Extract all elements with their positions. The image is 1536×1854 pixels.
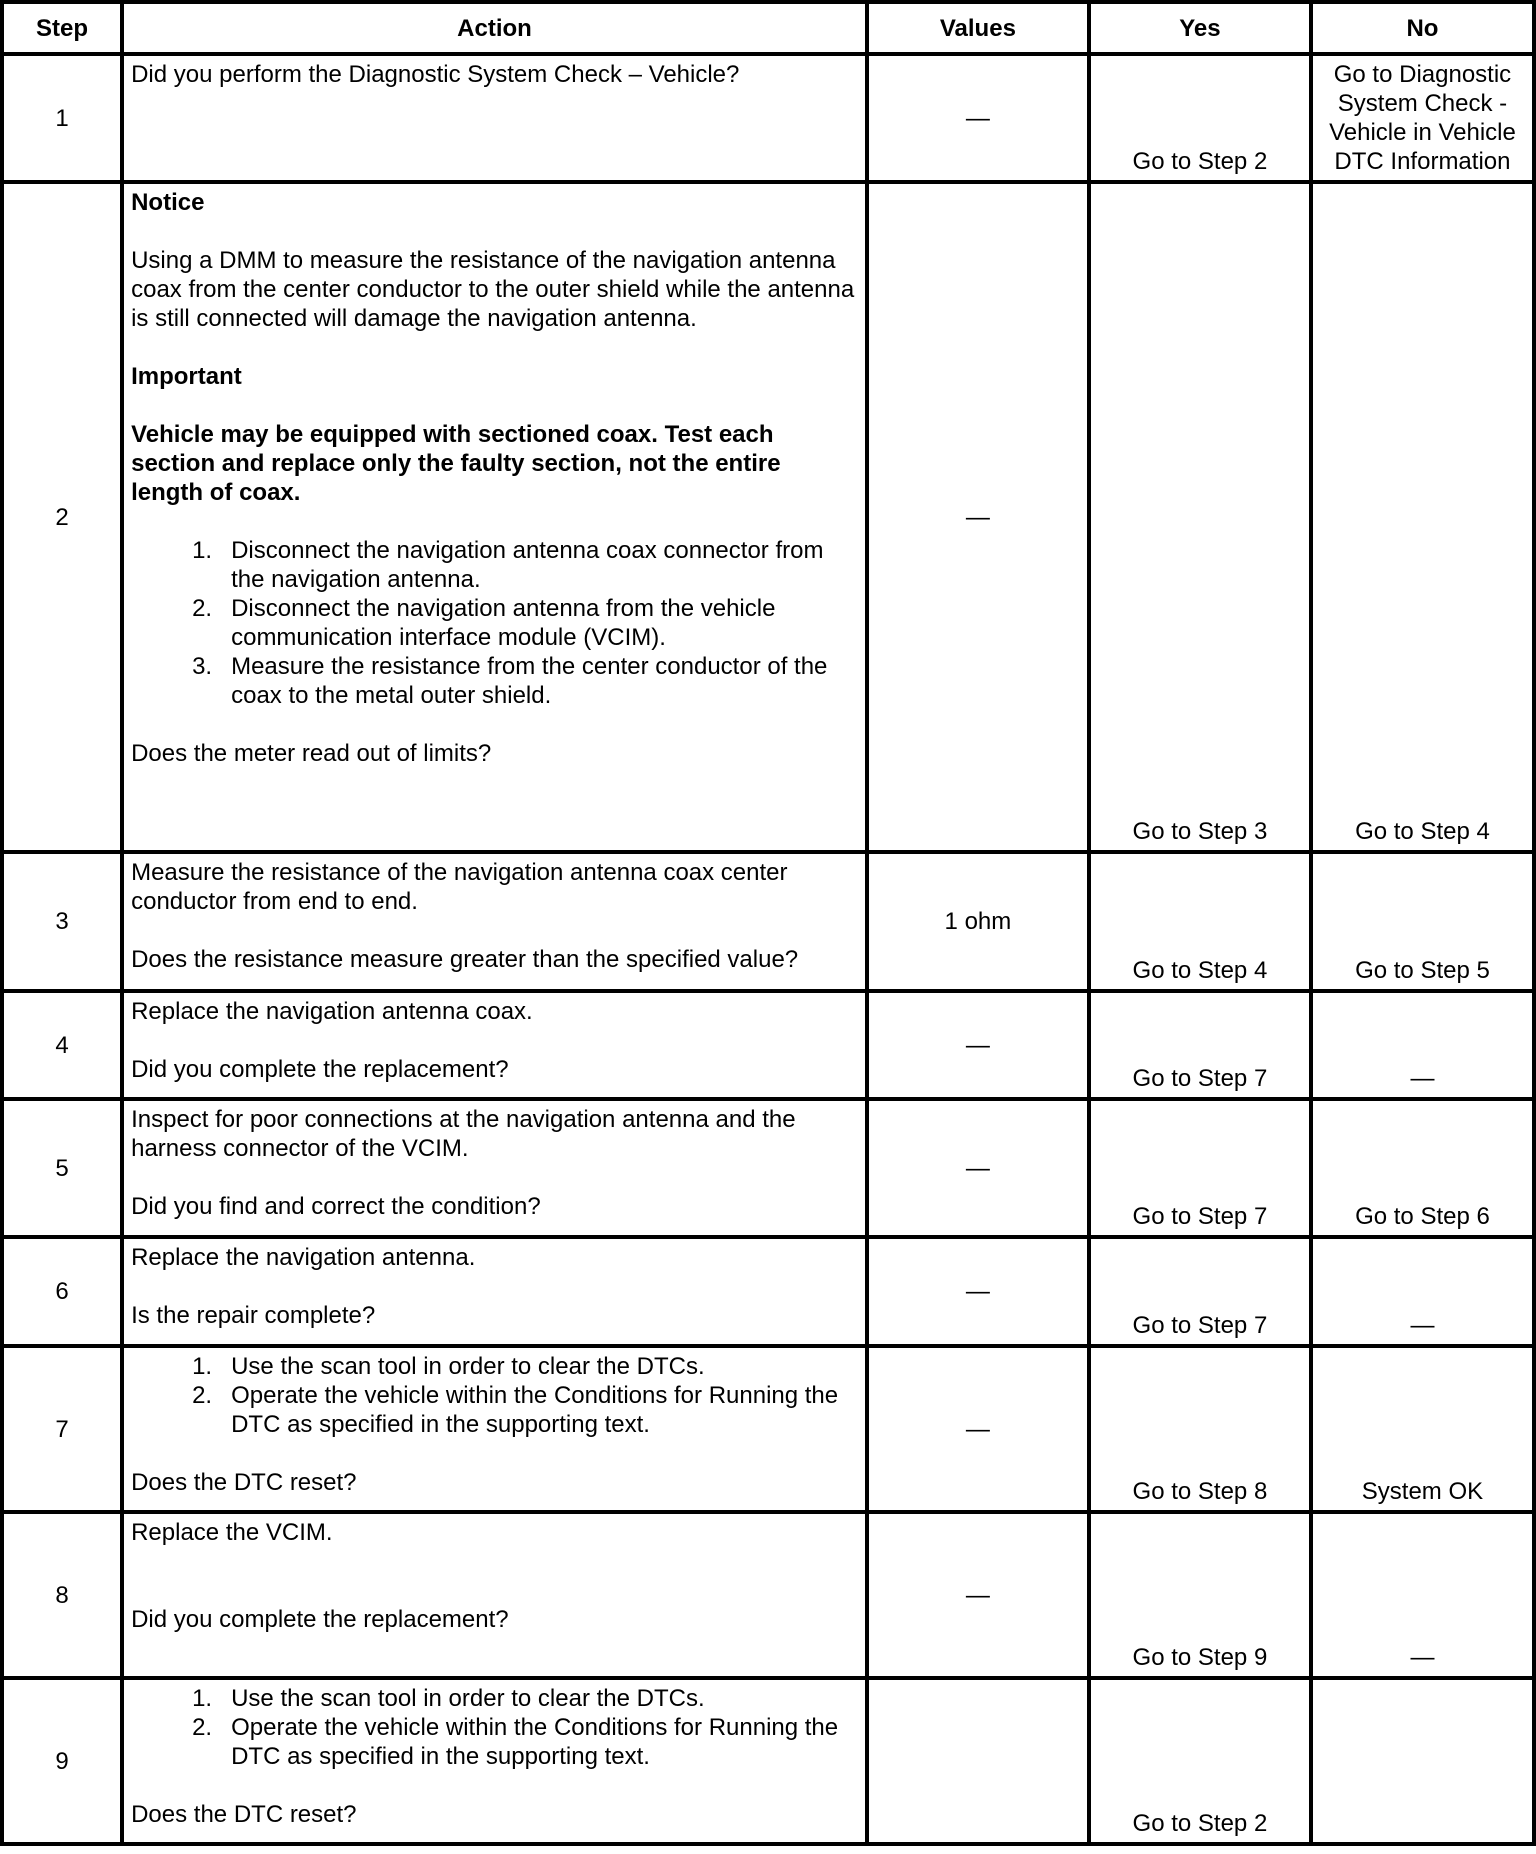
yes-cell: Go to Step 2 [1089, 1678, 1311, 1844]
list-number: 3. [192, 653, 213, 680]
list-number: 1. [192, 1353, 213, 1380]
list-text: Disconnect the navigation antenna from the vehicle communication interface module (VCIM). [231, 595, 776, 651]
action-cell [122, 1678, 867, 1844]
step-number: 9 [2, 1678, 122, 1844]
list-number: 2. [192, 1382, 213, 1409]
yes-cell: Go to Step 9 [1089, 1512, 1311, 1678]
values-cell: 1 ohm [867, 852, 1089, 991]
table-row [2, 1346, 1534, 1512]
action-text: Inspect for poor connections at the navigation antenna and the harness connector of the VCIM. [131, 1106, 796, 1162]
question-text: Did you find and correct the condition? [131, 1193, 541, 1220]
list-item [131, 594, 858, 652]
procedure-list [131, 1352, 858, 1439]
header-no: No [1311, 2, 1534, 54]
notice-heading: Notice [131, 189, 205, 216]
step-number: 7 [2, 1346, 122, 1512]
action-text: Replace the VCIM. [131, 1519, 333, 1546]
action-cell [122, 1099, 867, 1237]
list-item [131, 1713, 858, 1771]
table-row [2, 852, 1534, 991]
action-text: Replace the navigation antenna coax. [131, 998, 533, 1025]
no-cell: — [1311, 1237, 1534, 1346]
action-cell [122, 182, 867, 852]
question-text: Did you complete the replacement? [131, 1606, 509, 1633]
no-cell: Go to Step 6 [1311, 1099, 1534, 1237]
step-number: 3 [2, 852, 122, 991]
values-cell: — [867, 1237, 1089, 1346]
step-number: 1 [2, 54, 122, 182]
list-item [131, 536, 858, 594]
step-number: 8 [2, 1512, 122, 1678]
table-row [2, 182, 1534, 852]
table-row [2, 1099, 1534, 1237]
action-text: Did you perform the Diagnostic System Check – Vehicle? [131, 61, 740, 88]
values-cell: — [867, 991, 1089, 1099]
list-text: Operate the vehicle within the Conditions for Running the DTC as specified in the supporting text. [231, 1714, 839, 1770]
list-text: Disconnect the navigation antenna coax connector from the navigation antenna. [231, 537, 824, 593]
no-cell: — [1311, 991, 1534, 1099]
action-text: Measure the resistance of the navigation antenna coax center conductor from end to end. [131, 859, 788, 915]
values-cell [867, 1678, 1089, 1844]
action-cell [122, 1237, 867, 1346]
question-text: Did you complete the replacement? [131, 1056, 509, 1083]
table-row [2, 1512, 1534, 1678]
values-cell: — [867, 1099, 1089, 1237]
question-text: Does the resistance measure greater than the specified value? [131, 946, 799, 973]
action-cell [122, 1512, 867, 1678]
values-cell: — [867, 1512, 1089, 1678]
no-cell: System OK [1311, 1346, 1534, 1512]
step-number: 6 [2, 1237, 122, 1346]
yes-cell: Go to Step 7 [1089, 1099, 1311, 1237]
question-text: Is the repair complete? [131, 1302, 376, 1329]
step-number: 2 [2, 182, 122, 852]
table-row [2, 1237, 1534, 1346]
action-cell [122, 991, 867, 1099]
header-row [2, 2, 1534, 54]
list-item [131, 1381, 858, 1439]
step-number: 4 [2, 991, 122, 1099]
list-number: 2. [192, 1714, 213, 1741]
question-text: Does the DTC reset? [131, 1469, 357, 1496]
no-cell: — [1311, 1512, 1534, 1678]
notice-text: Using a DMM to measure the resistance of the navigation antenna coax from the center conductor to the outer shield while the antenna is still connected will damage the navigation antenna. [131, 247, 855, 332]
procedure-list [131, 536, 858, 710]
action-cell [122, 1346, 867, 1512]
values-cell: — [867, 1346, 1089, 1512]
yes-cell: Go to Step 7 [1089, 1237, 1311, 1346]
list-number: 2. [192, 595, 213, 622]
table-row [2, 54, 1534, 182]
yes-cell: Go to Step 3 [1089, 182, 1311, 852]
list-item [131, 1352, 858, 1381]
yes-cell: Go to Step 4 [1089, 852, 1311, 991]
values-cell: — [867, 182, 1089, 852]
header-action: Action [122, 2, 867, 54]
yes-cell: Go to Step 2 [1089, 54, 1311, 182]
important-heading: Important [131, 363, 242, 390]
procedure-list [131, 1684, 858, 1771]
list-text: Use the scan tool in order to clear the DTCs. [231, 1353, 705, 1380]
table-row [2, 1678, 1534, 1844]
step-number: 5 [2, 1099, 122, 1237]
no-cell: Go to Step 5 [1311, 852, 1534, 991]
action-text: Replace the navigation antenna. [131, 1244, 476, 1271]
yes-cell: Go to Step 7 [1089, 991, 1311, 1099]
yes-cell: Go to Step 8 [1089, 1346, 1311, 1512]
values-cell: — [867, 54, 1089, 182]
list-text: Operate the vehicle within the Conditions for Running the DTC as specified in the supporting text. [231, 1382, 839, 1438]
no-cell: Go to Step 4 [1311, 182, 1534, 852]
question-text: Does the meter read out of limits? [131, 740, 492, 767]
action-cell [122, 852, 867, 991]
important-text: Vehicle may be equipped with sectioned coax. Test each section and replace only the faulty section, not the entire length of coax. [131, 421, 781, 506]
list-text: Use the scan tool in order to clear the DTCs. [231, 1685, 705, 1712]
action-cell [122, 54, 867, 182]
table-row [2, 991, 1534, 1099]
no-cell [1311, 1678, 1534, 1844]
header-step: Step [2, 2, 122, 54]
header-yes: Yes [1089, 2, 1311, 54]
list-item [131, 1684, 858, 1713]
no-cell: Go to Diagnostic System Check - Vehicle in Vehicle DTC Information [1311, 54, 1534, 182]
list-number: 1. [192, 1685, 213, 1712]
list-number: 1. [192, 537, 213, 564]
question-text: Does the DTC reset? [131, 1801, 357, 1828]
list-item [131, 652, 858, 710]
header-values: Values [867, 2, 1089, 54]
list-text: Measure the resistance from the center conductor of the coax to the metal outer shield. [231, 653, 828, 709]
